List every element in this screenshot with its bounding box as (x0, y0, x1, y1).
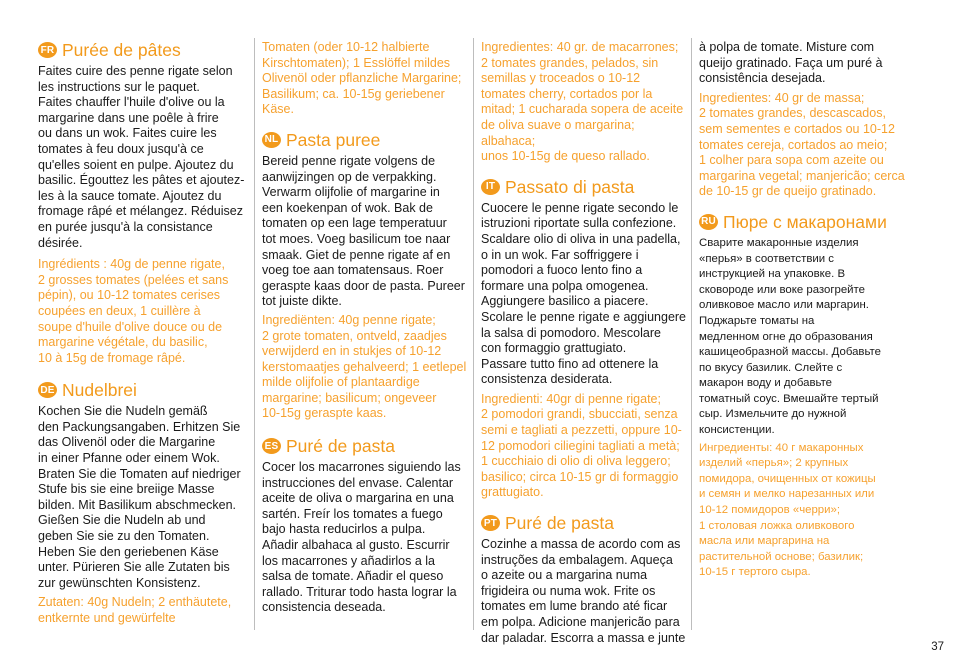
column-3 (481, 40, 689, 658)
section-title-ru: Пюре с макаронами (723, 211, 887, 232)
section-title-es: Puré de pasta (286, 436, 395, 457)
section-ru (699, 212, 939, 581)
section-it (481, 177, 689, 501)
instructions-de: Kochen Sie die Nudeln gemäß den Packungsangaben. Erhitzen Sie das Olivenöl oder die Margarine in einer Pfanne oder einem Wok. Braten Sie die Tomaten auf niedriger Stufe bis sie eine breiige Masse bilden. Mit Basilikum abschmecken. Gießen Sie die Nudeln ab und geben Sie sie zu den Tomaten. Heben Sie den geriebenen Käse unter. Pürieren Sie alle Zutaten bis zur gewünschten Konsistenz. (38, 404, 241, 590)
section-fr (38, 40, 250, 366)
column-4 (699, 40, 939, 593)
instructions-it: Cuocere le penne rigate secondo le istruzioni riportate sulla confezione. Scaldare olio di oliva in una padella, o in un wok. Far soffriggere i pomodori a fuoco lento fino a formare una polpa omogenea. Aggiungere basilico a piacere. Scolare le penne rigate e aggiungere la salsa di pomodoro. Mescolare con formaggio grattugiato. Passare tutto fino ad ottenere la consistenza desiderata. (481, 200, 687, 387)
section-nl (262, 130, 470, 422)
ingredients-es-continued: Ingredientes: 40 gr. de macarrones; 2 tomates grandes, pelados, sin semillas y troceados o 10-12 tomates cherry, cortados por la mitad; 1 cucharada sopera de aceite de oliva suave o margarina; albahaca; unos 10-15g de queso rallado. (481, 40, 684, 164)
section-header-nl (262, 130, 470, 150)
ingredients-de: Zutaten: 40g Nudeln; 2 enthäutete, entkernte und gewürfelte (38, 595, 232, 625)
ingredients-pt: Ingredientes: 40 gr de massa; 2 tomates grandes, descascados, sem sementes e cortados ou 10-12 tomates cereja, cortados ao meio; 1 colher para sopa com azeite ou margarina vegetal; manjericão; cerca de 10-15 gr de queijo gratinado. (699, 90, 905, 199)
section-header-es (262, 436, 470, 456)
section-es-continued (481, 40, 689, 165)
page-number: 37 (931, 641, 944, 653)
instructions-es: Cocer los macarrones siguiendo las instrucciones del envase. Calentar aceite de oliva o margarina en una sartén. Freír los tomates a fuego bajo hasta reducirlos a pulpa. Añadir albahaca al gusto. Escurrir los macarrones y añadirlos a la salsa de tomate. Añadir el queso rallado. Triturar todo hasta lograr la consistencia deseada. (262, 460, 461, 615)
column-2 (262, 40, 470, 628)
section-header-de (38, 380, 250, 400)
flag-badge-nl-icon: NL (262, 132, 281, 148)
instructions-nl: Bereid penne rigate volgens de aanwijzingen op de verpakking. Verwarm olijfolie of margarine in een koekenpan of wok. Bak de tomaten op een lage temperatuur tot moes. Voeg basilicum toe naar smaak. Giet de penne rigate af en voeg toe aan tomatensaus. Roer geraspte kaas door de pasta. Pureer tot juiste dikte. (262, 153, 465, 309)
instructions-fr: Faites cuire des penne rigate selon les instructions sur le paquet. Faites chauffer l'huile d'olive ou la margarine dans une poêle à frire ou dans un wok. Faites cuire les tomates à feu doux jusqu'à ce qu'elles soient en pulpe. Ajoutez du basilic. Égouttez les pâtes et ajoutez- les à la sauce tomate. Ajoutez du fromage râpé et mélangez. Réduisez en purée jusqu'à la consistance désirée. (38, 64, 245, 250)
section-title-de: Nudelbrei (62, 380, 137, 401)
flag-badge-pt-icon: PT (481, 515, 500, 531)
section-pt (481, 513, 689, 646)
ingredients-de-continued: Tomaten (oder 10-12 halbierte Kirschtomaten); 1 Esslöffel mildes Olivenöl oder pflanzliche Margarine; Basilikum; ca. 10-15g geriebener Käse. (262, 40, 462, 117)
section-de-continued (262, 40, 470, 118)
flag-badge-it-icon: IT (481, 179, 500, 195)
column-1 (38, 40, 250, 639)
flag-badge-fr-icon: FR (38, 42, 57, 58)
ingredients-it: Ingredienti: 40gr di penne rigate; 2 pomodori grandi, sbucciati, senza semi e tagliati a pezzetti, oppure 10- 12 pomodori ciliegini tagliati a metà; 1 cucchiaio di olio di oliva leggero; basilico; circa 10-15 gr di formaggio grattugiato. (481, 391, 682, 500)
flag-badge-de-icon: DE (38, 382, 57, 398)
section-header-pt (481, 513, 689, 533)
section-de (38, 380, 250, 626)
section-title-it: Passato di pasta (505, 176, 635, 197)
instructions-pt-continued: à polpa de tomate. Misture com queijo gratinado. Faça um puré à consistência desejada. (699, 40, 883, 86)
flag-badge-ru-icon: RU (699, 214, 718, 230)
section-header-ru (699, 212, 939, 232)
section-header-fr (38, 40, 250, 60)
column-divider-3 (691, 38, 692, 630)
ingredients-nl: Ingrediënten: 40g penne rigate; 2 grote tomaten, ontveld, zaadjes verwijderd en in stukjes of 10-12 kerstomaatjes gehalveerd; 1 eetlepel milde olijfolie of plantaardige margarine; basilicum; ongeveer 10-15g geraspte kaas. (262, 312, 467, 421)
section-es (262, 436, 470, 616)
section-pt-continued (699, 40, 939, 200)
column-divider-2 (473, 38, 474, 630)
section-title-fr: Purée de pâtes (62, 40, 181, 60)
flag-badge-es-icon: ES (262, 438, 281, 454)
instructions-pt: Cozinhe a massa de acordo com as instruções da embalagem. Aqueça o azeite ou a margarina numa frigideira ou numa wok. Frite os tomates em lume brando até ficar em polpa. Adicione manjericão para dar paladar. Escorra a massa e junte (481, 537, 686, 645)
ingredients-fr: Ingrédients : 40g de penne rigate, 2 grosses tomates (pelées et sans pépin), ou 10-12 tomates cerises coupées en deux, 1 cuillère à soupe d'huile d'olive douce ou de margarine végétale, du basilic, 10 à 15g de fromage râpé. (38, 257, 229, 365)
section-title-nl: Pasta puree (286, 129, 381, 150)
section-title-pt: Puré de pasta (505, 513, 614, 534)
section-header-it (481, 177, 689, 197)
ingredients-ru: Ингредиенты: 40 г макаронных изделий «перья»; 2 крупных помидора, очищенных от кожицы и семян и мелко нарезанных или 10-12 помидоров «черри»; 1 столовая ложка оливкового масла или маргарина на растительной основе; базилик; 10-15 г тертого сыра. (699, 441, 876, 579)
column-divider-1 (254, 38, 255, 630)
instructions-ru: Сварите макаронные изделия «перья» в соответствии с инструкцией на упаковке. В сковороде или воке разогрейте оливковое масло или маргарин. Поджарьте томаты на медленном огне до образования кашицеобразной массы. Добавьте по вкусу базилик. Слейте с макарон воду и добавьте томатный соус. Вмешайте тертый сыр. Измельчите до нужной консистенции. (699, 236, 881, 437)
